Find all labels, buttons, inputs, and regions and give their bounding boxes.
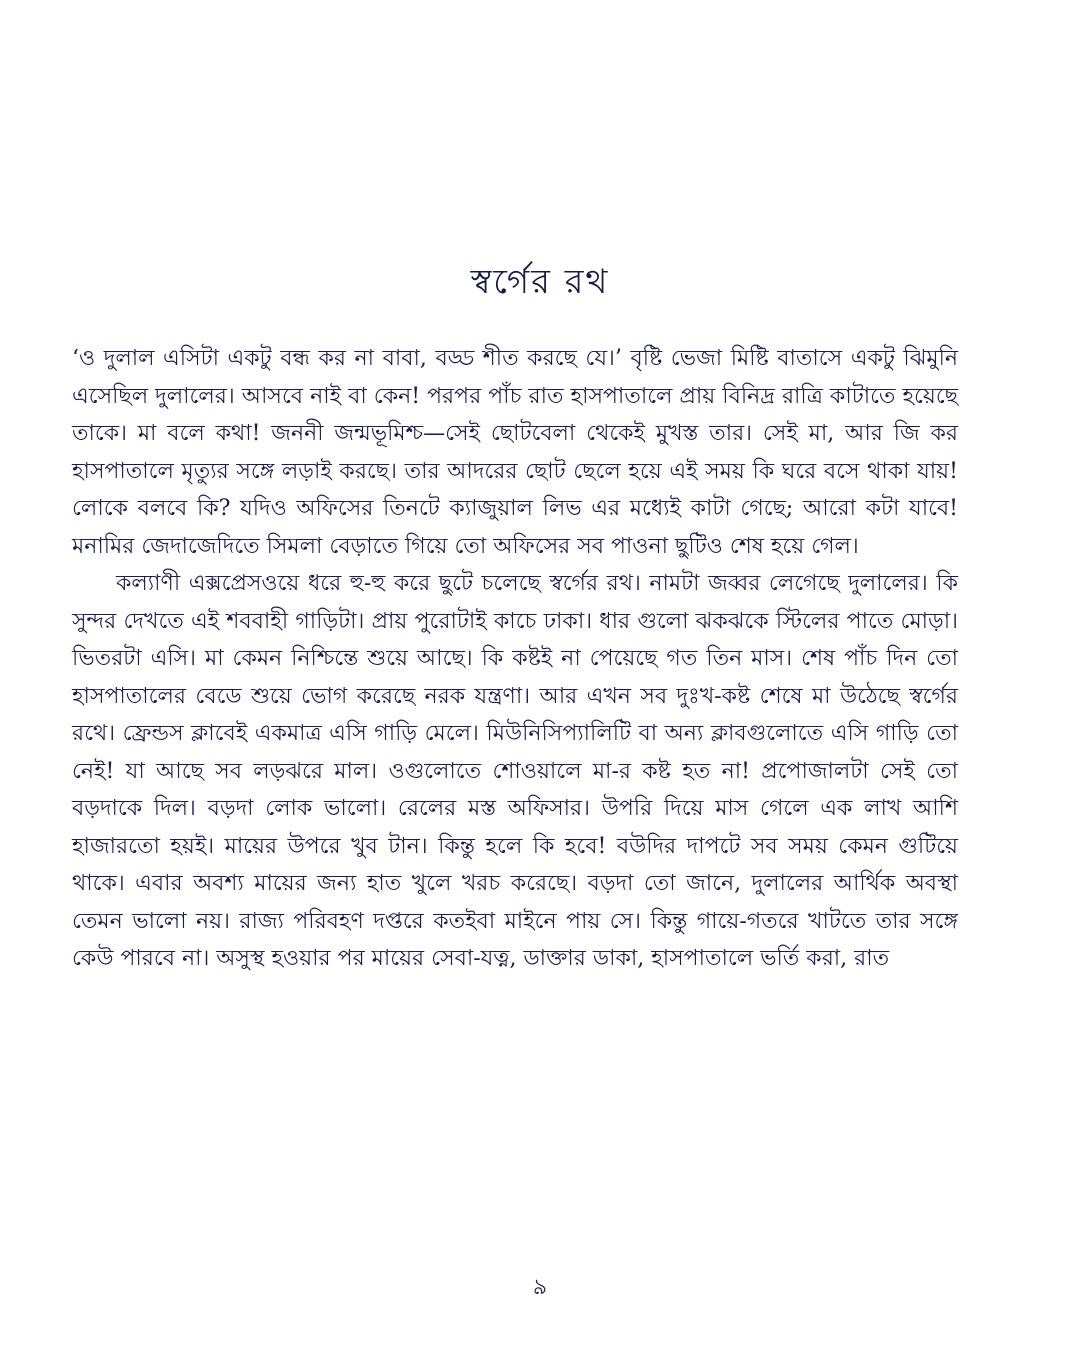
chapter-title: স্বর্গের রথ	[470, 262, 610, 302]
paragraph-1: ‘ও দুলাল এসিটা একটু বন্ধ কর না বাবা, বড্ড শীত করছে যে।’ বৃষ্টি ভেজা মিষ্টি বাতাসে একটু ঝিমুনি এসেছিল দুলালের। আসবে নাই বা কেন! পরপর পাঁচ রাত হাসপাতালে প্রায় বিনিদ্র রাত্রি কাটাতে হয়েছে তাকে। মা বলে কথা! জননী জন্মভূমিশ্চ—সেই ছোটবেলা থেকেই মুখস্ত তার। সেই মা, আর জি কর হাসপাতালে মৃত্যুর সঙ্গে লড়াই করছে। তার আদরের ছোট ছেলে হয়ে এই সময় কি ঘরে বসে থাকা যায়! লোকে বলবে কি? যদিও অফিসের তিনটে ক্যাজুয়াল লিভ এর মধ্যেই কাটা গেছে; আরো কটা যাবে! মনামির জেদাজেদিতে সিমলা বেড়াতে গিয়ে তো অফিসের সব পাওনা ছুটিও শেষ হয়ে গেল।	[72, 346, 958, 559]
body-text	[72, 340, 958, 978]
page-number: ৯	[532, 1275, 548, 1300]
paragraph-2: কল্যাণী এক্সপ্রেসওয়ে ধরে হু-হু করে ছুটে চলেছে স্বর্গের রথ। নামটা জব্বর লেগেছে দুলালের। কি সুন্দর দেখতে এই শববাহী গাড়িটা। প্রায় পুরোটাই কাচে ঢাকা। ধার গুলো ঝকঝকে স্টিলের পাতে মোড়া। ভিতরটা এসি। মা কেমন নিশ্চিন্তে শুয়ে আছে। কি কষ্টই না পেয়েছে গত তিন মাস। শেষ পাঁচ দিন তো হাসপাতালের বেডে শুয়ে ভোগ করেছে নরক যন্ত্রণা। আর এখন সব দুঃখ-কষ্ট শেষে মা উঠেছে স্বর্গের রথে। ফ্রেন্ডস ক্লাবেই একমাত্র এসি গাড়ি মেলে। মিউনিসিপ্যালিটি বা অন্য ক্লাবগুলোতে এসি গাড়ি তো নেই! যা আছে সব লড়ঝরে মাল। ওগুলোতে শোওয়ালে মা-র কষ্ট হত না! প্রপোজালটা সেই তো বড়দাকে দিল। বড়দা লোক ভালো। রেলের মস্ত অফিসার। উপরি দিয়ে মাস গেলে এক লাখ আশি হাজারতো হয়ই। মায়ের উপরে খুব টান। কিন্তু হলে কি হবে! বউদির দাপটে সব সময় কেমন গুটিয়ে থাকে। এবার অবশ্য মায়ের জন্য হাত খুলে খরচ করেছে। বড়দা তো জানে, দুলালের আর্থিক অবস্থা তেমন ভালো নয়। রাজ্য পরিবহণ দপ্তরে কতইবা মাইনে পায় সে। কিন্তু গায়ে-গতরে খাটতে তার সঙ্গে কেউ পারবে না। অসুস্থ হওয়ার পর মায়ের সেবা-যত্ন, ডাক্তার ডাকা, হাসপাতালে ভর্তি করা, রাত	[72, 571, 958, 971]
